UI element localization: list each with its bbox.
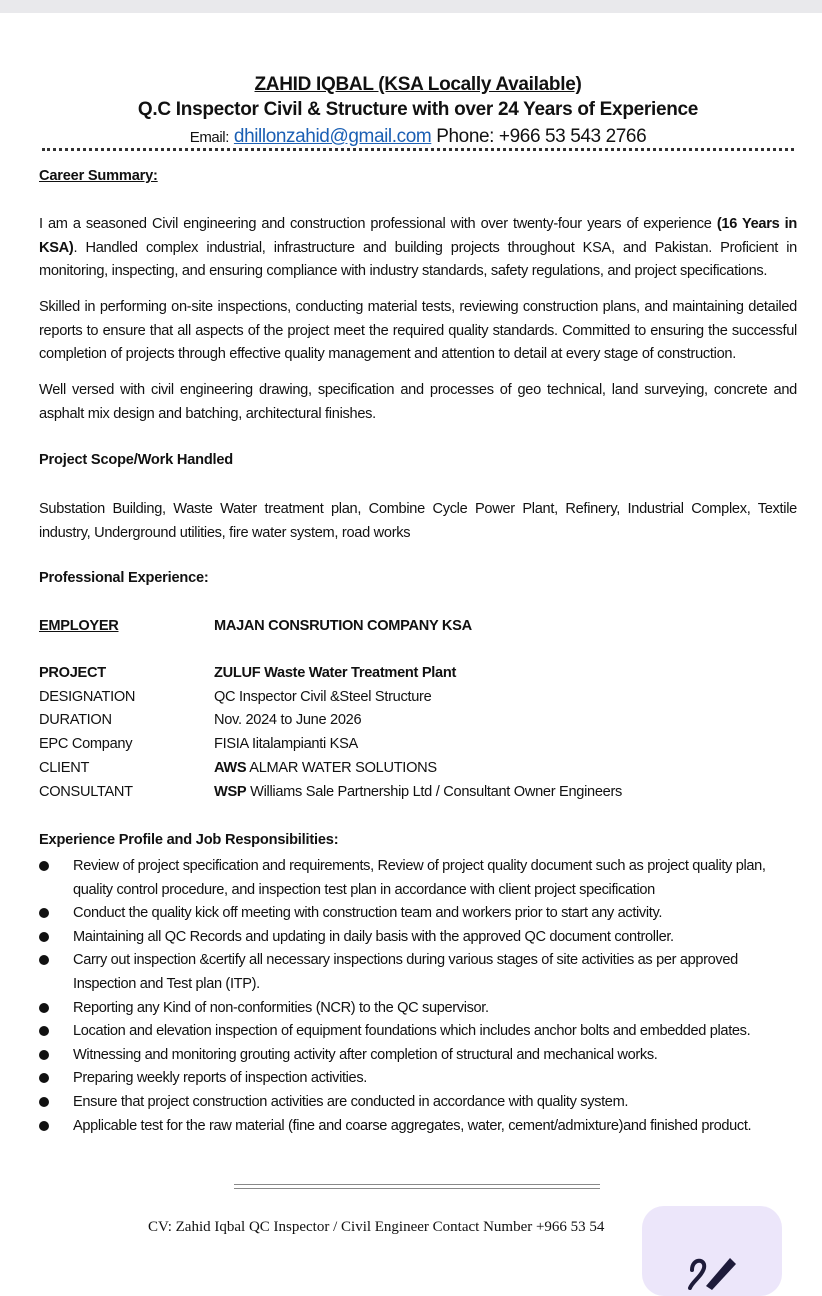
designation-label: DESIGNATION xyxy=(39,689,136,705)
employer-row xyxy=(39,618,799,641)
footer-divider xyxy=(234,1184,600,1189)
email-label: Email: xyxy=(189,129,230,146)
responsibilities-list xyxy=(39,855,799,1138)
list-item: Reporting any Kind of non-conformities (NCR) to the QC supervisor. xyxy=(39,997,799,1021)
duration-label: DURATION xyxy=(39,712,112,728)
scope-text: Substation Building, Waste Water treatment plan, Combine Cycle Power Plant, Refinery, Industrial Complex, Textile industry, Underground utilities, fire water system, road works xyxy=(39,501,797,541)
career-paragraph-3: Well versed with civil engineering drawing, specification and processes of geo technical, land surveying, concrete and asphalt mix design and batching, architectural finishes. xyxy=(39,382,797,422)
bullet-icon xyxy=(39,932,49,942)
edit-fab-button[interactable] xyxy=(642,1206,782,1296)
bullet-icon xyxy=(39,1097,49,1107)
bullet-icon xyxy=(39,1026,49,1036)
employer-value: MAJAN CONSRUTION COMPANY KSA xyxy=(214,618,472,634)
scope-heading: Project Scope/Work Handled xyxy=(39,452,234,468)
email-link[interactable]: dhillonzahid@gmail.com xyxy=(233,126,432,147)
list-item: Ensure that project construction activities are conducted in accordance with quality system. xyxy=(39,1091,799,1115)
career-paragraph-2: Skilled in performing on-site inspections, conducting material tests, reviewing construction plans, and maintaining detailed reports to ensure that all aspects of the project meet the required quality standards. Committed to ensuring the successful completion of projects through effective quality management and attention to detail at every stage of construction. xyxy=(39,299,797,362)
consultant-label: CONSULTANT xyxy=(39,784,133,800)
list-item: Applicable test for the raw material (fine and coarse aggregates, water, cement/admixture)and finished product. xyxy=(39,1115,799,1139)
consultant-row xyxy=(39,784,799,807)
consultant-value: WSP Williams Sale Partnership Ltd / Consultant Owner Engineers xyxy=(214,784,623,800)
list-item: Conduct the quality kick off meeting with construction team and workers prior to start any activity. xyxy=(39,902,799,926)
list-item: Preparing weekly reports of inspection activities. xyxy=(39,1067,799,1091)
epc-row xyxy=(39,736,799,759)
project-label: PROJECT xyxy=(39,665,106,681)
client-value: AWS ALMAR WATER SOLUTIONS xyxy=(214,760,437,776)
duration-row xyxy=(39,712,799,735)
bullet-icon xyxy=(39,1073,49,1083)
project-value: ZULUF Waste Water Treatment Plant xyxy=(214,665,457,681)
list-item: Maintaining all QC Records and updating in daily basis with the approved QC document controller. xyxy=(39,926,799,950)
contact-line xyxy=(0,126,822,148)
bullet-icon xyxy=(39,1003,49,1013)
epc-value: FISIA Iitalampianti KSA xyxy=(214,736,358,752)
bullet-icon xyxy=(39,1121,49,1131)
bullet-icon xyxy=(39,908,49,918)
designation-value: QC Inspector Civil &Steel Structure xyxy=(214,689,432,705)
list-item: Carry out inspection &certify all necessary inspections during various stages of site activities as per approved Inspection and Test plan (ITP). xyxy=(39,949,799,996)
header-divider xyxy=(42,148,794,151)
responsibilities-heading: Experience Profile and Job Responsibilities: xyxy=(39,832,339,848)
candidate-title: Q.C Inspector Civil & Structure with over 24 Years of Experience xyxy=(137,99,699,120)
bullet-icon xyxy=(39,1050,49,1060)
bullet-icon xyxy=(39,955,49,965)
phone-text: Phone: +966 53 543 2766 xyxy=(436,126,647,147)
experience-heading: Professional Experience: xyxy=(39,570,209,586)
career-summary-heading: Career Summary: xyxy=(39,168,158,184)
candidate-name: ZAHID IQBAL (KSA Locally Available) xyxy=(254,74,582,95)
client-row xyxy=(39,760,799,783)
client-label: CLIENT xyxy=(39,760,90,776)
employer-label: EMPLOYER xyxy=(39,618,119,634)
project-row xyxy=(39,665,799,688)
footer-text: CV: Zahid Iqbal QC Inspector / Civil Engineer Contact Number +966 53 54 xyxy=(148,1219,605,1235)
designation-row xyxy=(39,689,799,712)
list-item: Witnessing and monitoring grouting activity after completion of structural and mechanical works. xyxy=(39,1044,799,1068)
top-status-strip xyxy=(0,0,822,13)
epc-label: EPC Company xyxy=(39,736,133,752)
duration-value: Nov. 2024 to June 2026 xyxy=(214,712,362,728)
bullet-icon xyxy=(39,861,49,871)
list-item: Review of project specification and requirements, Review of project quality document such as project quality plan, quality control procedure, and inspection test plan in accordance with client project specification xyxy=(39,855,799,902)
edit-pencil-icon xyxy=(686,1246,738,1290)
list-item: Location and elevation inspection of equipment foundations which includes anchor bolts and embedded plates. xyxy=(39,1020,799,1044)
career-paragraph-1: I am a seasoned Civil engineering and construction professional with over twenty-four years of experience (16 Years in KSA). Handled complex industrial, infrastructure and building projects throughout KSA, and Pakistan. Proficient in monitoring, inspecting, and ensuring compliance with industry standards, safety regulations, and project specifications. xyxy=(39,216,797,279)
